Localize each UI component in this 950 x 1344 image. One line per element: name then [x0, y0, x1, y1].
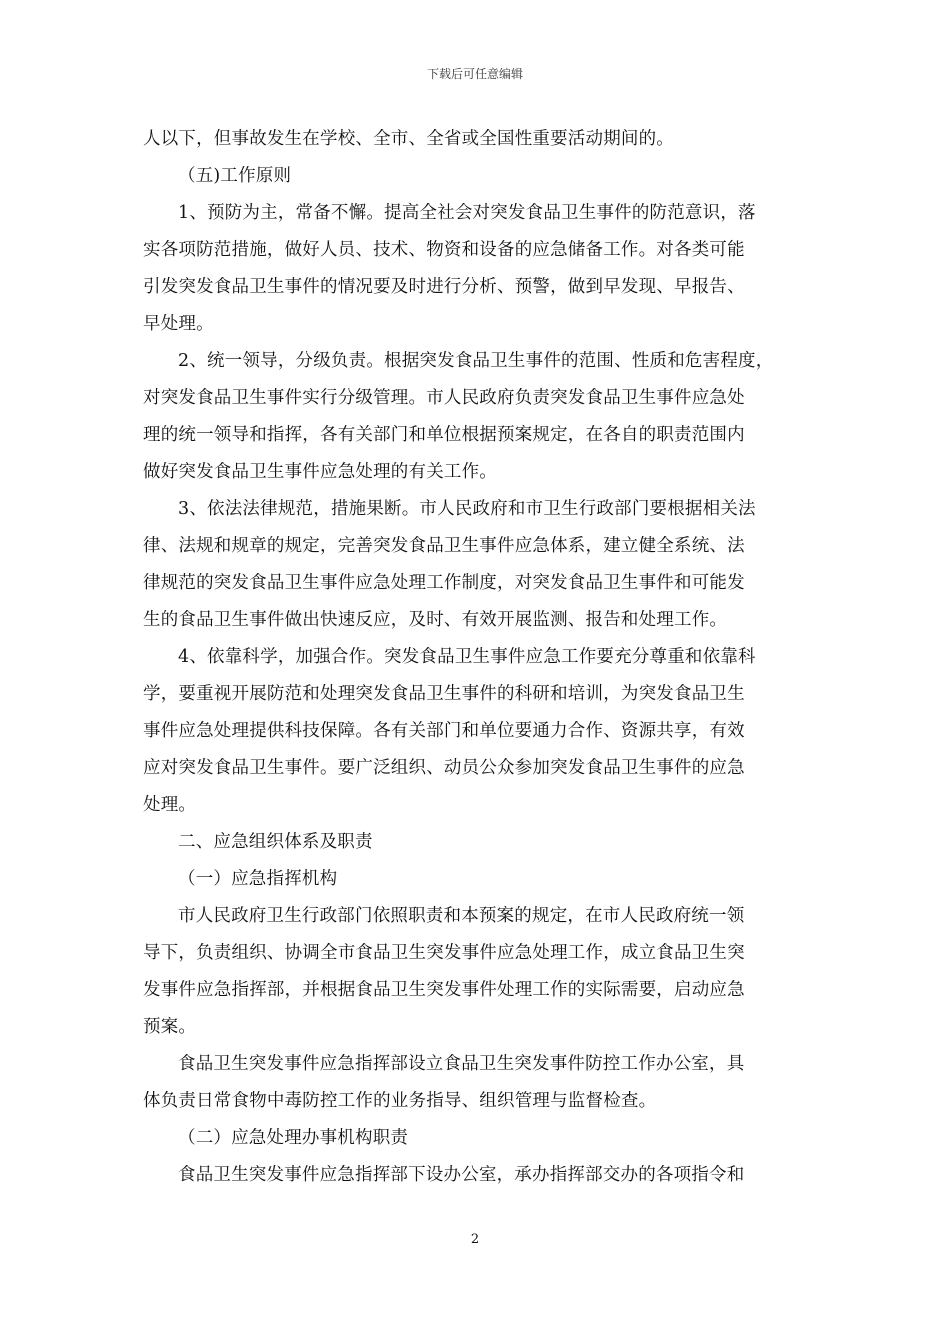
- paragraph-office-duties: [143, 1157, 811, 1194]
- text-line: 3、依法法律规范，措施果断。市人民政府和市卫生行政部门要根据相关法: [178, 499, 756, 519]
- text-line: 市人民政府卫生行政部门依照职责和本预案的规定，在市人民政府统一领: [178, 906, 745, 926]
- text-line: 生的食品卫生事件做出快速反应，及时、有效开展监测、报告和处理工作。: [143, 610, 728, 630]
- text-line: 导下，负责组织、协调全市食品卫生突发事件应急处理工作，成立食品卫生突: [143, 943, 745, 963]
- page-number: 2: [470, 1232, 480, 1247]
- text-line: 人以下，但事故发生在学校、全市、全省或全国性重要活动期间的。: [143, 129, 674, 149]
- text-line: 发事件应急指挥部，并根据食品卫生突发事件处理工作的实际需要，启动应急: [143, 980, 745, 1000]
- text-line: 预案。: [143, 1017, 197, 1037]
- text-line: 食品卫生突发事件应急指挥部下设办公室，承办指挥部交办的各项指令和: [178, 1165, 745, 1185]
- text-line: 学，要重视开展防范和处理突发食品卫生事件的科研和培训，为突发食品卫生: [143, 684, 745, 704]
- text-line: （二）应急处理办事机构职责: [178, 1128, 409, 1148]
- text-line: 二、应急组织体系及职责: [178, 832, 373, 852]
- text-line: 应对突发食品卫生事件。要广泛组织、动员公众参加突发食品卫生事件的应急: [143, 758, 745, 778]
- text-line: 做好突发食品卫生事件应急处理的有关工作。: [143, 462, 497, 482]
- text-line: 理的统一领导和指挥，各有关部门和单位根据预案规定，在各自的职责范围内: [143, 425, 745, 445]
- text-line: 4、依靠科学，加强合作。突发食品卫生事件应急工作要充分尊重和依靠科: [178, 647, 756, 667]
- text-line: 处理。: [143, 795, 197, 815]
- section-heading-organization: [143, 824, 811, 861]
- text-line: 事件应急处理提供科技保障。各有关部门和单位要通力合作、资源共享，有效: [143, 721, 745, 741]
- text-line: 食品卫生突发事件应急指挥部设立食品卫生突发事件防控工作办公室，具: [178, 1054, 745, 1074]
- paragraph-principle-1: [143, 195, 811, 343]
- text-line: 早处理。: [143, 314, 214, 334]
- text-line: 律、法规和规章的规定，完善突发食品卫生事件应急体系，建立健全系统、法: [143, 536, 745, 556]
- paragraph-0: [143, 121, 811, 158]
- text-line: （五)工作原则: [178, 166, 292, 186]
- text-line: 引发突发食品卫生事件的情况要及时进行分析、预警，做到早发现、早报告、: [143, 277, 745, 297]
- text-line: 对突发食品卫生事件实行分级管理。市人民政府负责突发食品卫生事件应急处: [143, 388, 745, 408]
- section-heading-work-principles: [143, 158, 811, 195]
- subsection-heading-command: [143, 861, 811, 898]
- subsection-heading-office-duties: [143, 1120, 811, 1157]
- document-body: [143, 121, 811, 1194]
- text-line: 实各项防范措施，做好人员、技术、物资和设备的应急储备工作。对各类可能: [143, 240, 745, 260]
- text-line: 2、统一领导，分级负责。根据突发食品卫生事件的范围、性质和危害程度，: [178, 351, 774, 371]
- page-header-note: 下载后可任意编辑: [426, 67, 523, 81]
- paragraph-command: [143, 898, 811, 1046]
- paragraph-principle-3: [143, 491, 811, 639]
- paragraph-office: [143, 1046, 811, 1120]
- text-line: 律规范的突发食品卫生事件应急处理工作制度，对突发食品卫生事件和可能发: [143, 573, 745, 593]
- text-line: 体负责日常食物中毒防控工作的业务指导、组织管理与监督检查。: [143, 1091, 657, 1111]
- text-line: （一）应急指挥机构: [178, 869, 338, 889]
- text-line: 1、预防为主，常备不懈。提高全社会对突发食品卫生事件的防范意识，落: [178, 203, 756, 223]
- paragraph-principle-4: [143, 639, 811, 824]
- paragraph-principle-2: [143, 343, 811, 491]
